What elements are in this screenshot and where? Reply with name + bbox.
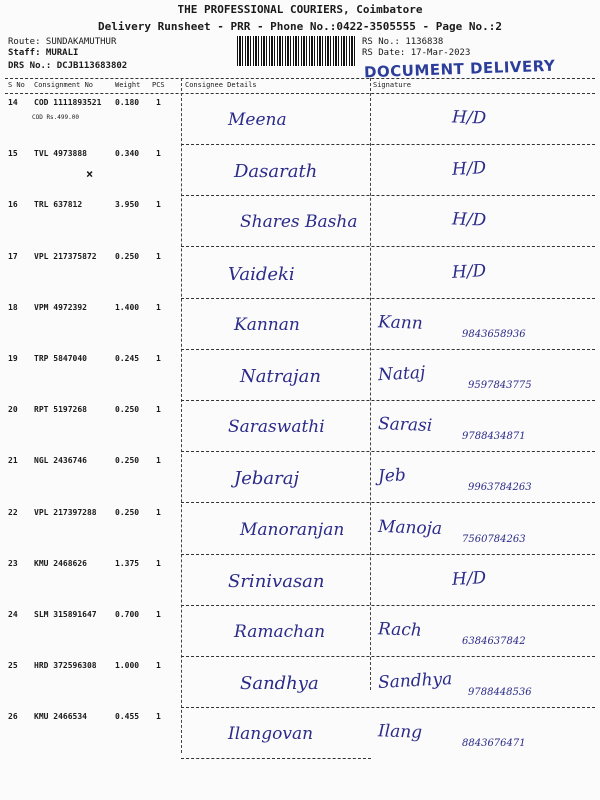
row-cod-amount: COD Rs.499.00 xyxy=(32,114,79,121)
row-pcs: 1 xyxy=(156,661,161,670)
row-pcs: 1 xyxy=(156,508,161,517)
row-cross-mark: × xyxy=(86,167,94,181)
row-pcs: 1 xyxy=(156,303,161,312)
row-weight: 0.250 xyxy=(115,456,140,465)
signature-mark: Ilang xyxy=(377,721,423,743)
row-sno: 26 xyxy=(8,712,18,721)
row-consignment-no: TRL 637812 xyxy=(34,200,83,209)
row-weight: 0.250 xyxy=(115,252,140,261)
signature-mark: Rach xyxy=(377,619,423,641)
consignee-name: Kannan xyxy=(234,315,300,335)
row-consignment-no: VPM 4972392 xyxy=(34,303,87,312)
header-rule-bottom xyxy=(5,93,595,94)
route-label: Route: SUNDAKAMUTHUR xyxy=(8,37,117,47)
row-weight: 1.400 xyxy=(115,303,140,312)
signature-mark: H/D xyxy=(451,209,487,231)
row-consignment-no: SLM 315891647 xyxy=(34,610,97,619)
consignee-name: Jebaraj xyxy=(234,468,300,489)
consignee-name: Ilangovan xyxy=(228,724,314,744)
rs-date: RS Date: 17-Mar-2023 xyxy=(362,48,471,58)
row-separator xyxy=(181,707,595,708)
row-weight: 0.245 xyxy=(115,354,140,363)
row-sno: 19 xyxy=(8,354,18,363)
row-pcs: 1 xyxy=(156,200,161,209)
row-sno: 14 xyxy=(8,98,18,107)
row-sno: 23 xyxy=(8,559,18,568)
row-separator xyxy=(181,246,595,247)
row-consignment-no: HRD 372596308 xyxy=(34,661,97,670)
row-sno: 16 xyxy=(8,200,18,209)
row-consignment-no: KMU 2466534 xyxy=(34,712,87,721)
receiver-phone: 6384637842 xyxy=(462,636,526,647)
consignee-name: Ramachan xyxy=(234,622,326,642)
row-weight: 0.250 xyxy=(115,508,140,517)
consignee-name: Dasarath xyxy=(234,161,318,182)
row-weight: 0.250 xyxy=(115,405,140,414)
row-pcs: 1 xyxy=(156,405,161,414)
consignee-name: Manoranjan xyxy=(240,520,345,540)
consignee-name: Sandhya xyxy=(240,673,319,694)
row-pcs: 1 xyxy=(156,252,161,261)
row-separator xyxy=(181,502,595,503)
col-weight: Weight xyxy=(115,81,141,89)
row-sno: 15 xyxy=(8,149,18,158)
row-separator xyxy=(181,605,595,606)
signature-mark: H/D xyxy=(451,107,487,129)
row-sno: 24 xyxy=(8,610,18,619)
row-pcs: 1 xyxy=(156,456,161,465)
row-pcs: 1 xyxy=(156,610,161,619)
row-sno: 21 xyxy=(8,456,18,465)
row-sno: 17 xyxy=(8,252,18,261)
receiver-phone: 9597843775 xyxy=(468,380,532,391)
row-pcs: 1 xyxy=(156,354,161,363)
row-separator xyxy=(181,144,595,145)
document-title: THE PROFESSIONAL COURIERS, Coimbatore xyxy=(177,3,423,16)
row-separator xyxy=(181,349,595,350)
row-sno: 25 xyxy=(8,661,18,670)
row-weight: 0.700 xyxy=(115,610,140,619)
document-subtitle: Delivery Runsheet - PRR - Phone No.:0422-3505555 - Page No.:2 xyxy=(98,20,502,33)
row-consignment-no: RPT 5197268 xyxy=(34,405,87,414)
row-sno: 18 xyxy=(8,303,18,312)
signature-mark: H/D xyxy=(451,158,487,180)
header-rule-top xyxy=(5,78,595,79)
row-separator xyxy=(181,451,595,452)
col-pcs: PCS xyxy=(152,81,165,89)
row-consignment-no: NGL 2436746 xyxy=(34,456,87,465)
receiver-phone: 8843676471 xyxy=(462,738,526,749)
row-sno: 22 xyxy=(8,508,18,517)
row-separator xyxy=(181,400,595,401)
receiver-phone: 9788434871 xyxy=(462,431,526,442)
document-delivery-stamp: DOCUMENT DELIVERY xyxy=(363,56,556,82)
consignee-name: Srinivasan xyxy=(228,571,325,592)
signature-mark: Manoja xyxy=(377,516,443,540)
consignee-name: Saraswathi xyxy=(228,417,325,437)
row-weight: 0.455 xyxy=(115,712,140,721)
col-consignee: Consignee Details xyxy=(185,81,257,89)
consignee-name: Meena xyxy=(228,110,287,130)
signature-mark: Sarasi xyxy=(377,414,433,436)
receiver-phone: 9843658936 xyxy=(462,329,526,340)
col-sno: S No xyxy=(8,81,25,89)
row-separator xyxy=(181,195,595,196)
signature-mark: Jeb xyxy=(377,465,407,487)
row-weight: 1.375 xyxy=(115,559,140,568)
row-pcs: 1 xyxy=(156,98,161,107)
consignee-name: Natrajan xyxy=(240,366,321,387)
row-pcs: 1 xyxy=(156,149,161,158)
row-pcs: 1 xyxy=(156,559,161,568)
signature-mark: Nataj xyxy=(377,362,426,386)
signature-mark: Sandhya xyxy=(377,669,453,693)
staff-label: Staff: MURALI xyxy=(8,48,79,58)
row-separator xyxy=(181,298,595,299)
divider-signature xyxy=(370,78,371,690)
signature-mark: H/D xyxy=(451,261,487,283)
row-consignment-no: KMU 2468626 xyxy=(34,559,87,568)
row-consignment-no: TRP 5847040 xyxy=(34,354,87,363)
signature-mark: Kann xyxy=(377,312,424,334)
receiver-phone: 9788448536 xyxy=(468,687,532,698)
signature-mark: H/D xyxy=(451,568,487,590)
divider-consignee xyxy=(181,78,182,753)
row-pcs: 1 xyxy=(156,712,161,721)
row-consignment-no: VPL 217397288 xyxy=(34,508,97,517)
consignee-name: Vaideki xyxy=(228,264,295,285)
drs-number: DRS No.: DCJB113683802 xyxy=(8,61,128,71)
row-weight: 0.340 xyxy=(115,149,140,158)
row-separator xyxy=(181,554,595,555)
receiver-phone: 7560784263 xyxy=(462,534,526,545)
row-consignment-no: VPL 217375872 xyxy=(34,252,97,261)
row-weight: 3.950 xyxy=(115,200,140,209)
row-consignment-no: TVL 4973888 xyxy=(34,149,87,158)
consignee-name: Shares Basha xyxy=(240,212,358,232)
row-sno: 20 xyxy=(8,405,18,414)
row-weight: 1.000 xyxy=(115,661,140,670)
barcode xyxy=(237,36,357,66)
col-consignment: Consignment No xyxy=(34,81,94,89)
row-separator xyxy=(181,656,595,657)
row-consignment-no: COD 1111893521 xyxy=(34,98,102,107)
row-weight: 0.180 xyxy=(115,98,140,107)
receiver-phone: 9963784263 xyxy=(468,482,532,493)
rs-number: RS No.: 1136838 xyxy=(362,37,444,47)
col-signature: Signature xyxy=(373,81,411,89)
row-separator xyxy=(181,758,371,759)
